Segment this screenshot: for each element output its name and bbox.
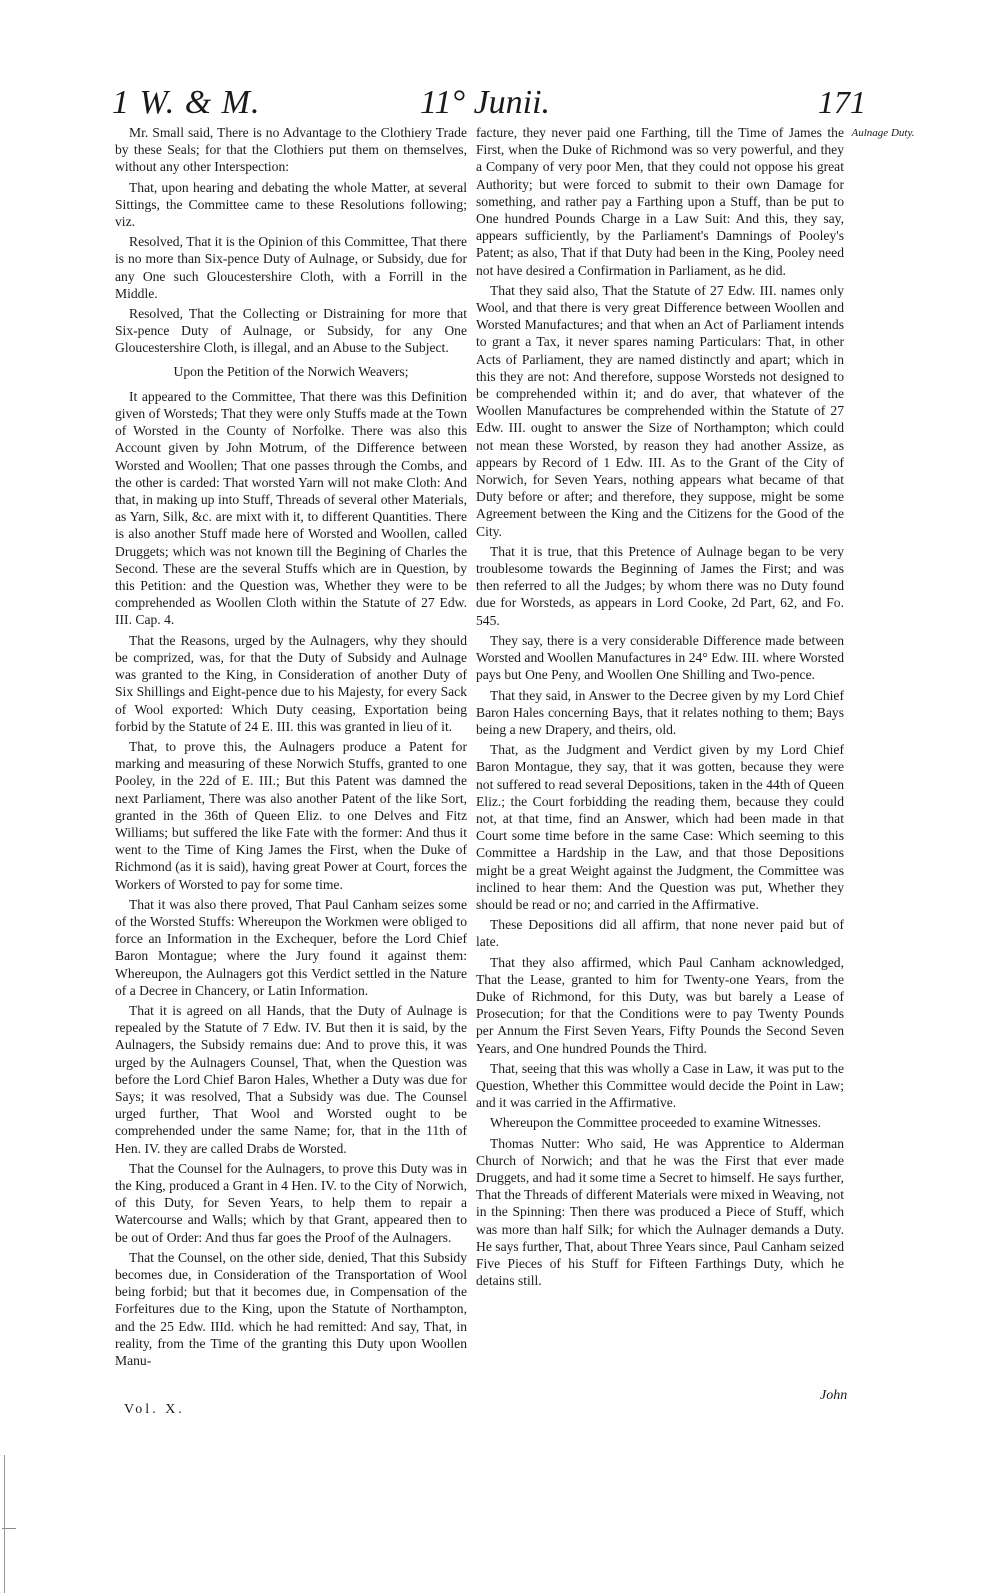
paragraph: That they also affirmed, which Paul Canham acknowledged, That the Lease, granted to him for Twenty-one Years, from the Duke of Richmond, for this Duty, was but barely a Lease of Prosecution; for that the Conditions were to pay Twenty Pounds per Annum the First Seven Years, Fifty Pounds the Second Seven Years, and One hundred Pounds the Third. (476, 954, 844, 1056)
paragraph: That the Counsel for the Aulnagers, to prove this Duty was in the King, produced a Grant in 4 Hen. IV. to the City of Norwich, of this Duty, for Seven Years, to help them to repair a Watercourse and Walls; which by that Grant, appeared then to be out of Order: And thus far goes the Proof of the Aulnagers. (115, 1160, 467, 1245)
paragraph: facture, they never paid one Farthing, till the Time of James the First, when the Duke of Richmond was so very powerful, and they a Company of very poor Men, that they could not oppose his great Authority; but were forced to submit to their own Damage for something, and rather pay a Farthing upon a Stuff, than be put to One hundred Pounds Charge in a Law Suit: And this, they say, appears sufficiently, by the Parliament's Damnings of Pooley's Patent; as also, That if that Duty had been in the King, Pooley need not have desired a Confirmation in Parliament, as he did. (476, 125, 844, 278)
paragraph: Resolved, That it is the Opinion of this Committee, That there is no more than Six-pence Duty of Aulnage, or Subsidy, due for any One such Gloucestershire Cloth, with a Forrill in the Middle. (115, 234, 467, 301)
right-column (476, 124, 844, 1292)
paragraph: Mr. Small said, There is no Advantage to the Clothiery Trade by these Seals; for that the Clothiers put them on themselves, without any other Interspection: (115, 125, 467, 175)
volume-signature: Vol. X. (124, 1402, 185, 1417)
paragraph: That the Counsel, on the other side, denied, That this Subsidy becomes due, in Consideration of the Transportation of Wool being forbid; but that it becomes due, in Compensation of the Forfeitures due to the King, upon the Statute of Northampton, and the 25 Edw. IIId. which he had remitted: And say, That, in reality, from the Time of the granting this Duty upon Woollen Manu- (115, 1249, 467, 1369)
session-date: 11° Junii. (420, 84, 551, 121)
regnal-year: 1 W. & M. (112, 84, 261, 121)
paragraph: That it was also there proved, That Paul Canham seizes some of the Worsted Stuffs: Whereupon the Workmen were obliged to force an Information in the Exchequer, before the Lord Chief Baron Montague; where the Jury found it against them: Whereupon, the Aulnagers got this Verdict settled in the Nature of a Decree in Chancery, or Latin Information. (115, 896, 467, 998)
paragraph: Resolved, That the Collecting or Distraining for more that Six-pence Duty of Aulnage, or Subsidy, for any One Gloucestershire Cloth, is illegal, and an Abuse to the Subject. (115, 306, 467, 356)
paragraph: That, seeing that this was wholly a Case in Law, it was put to the Question, Whether this Committee would decide the Point in Law; and it was carried in the Affirmative. (476, 1060, 844, 1111)
paragraph: Thomas Nutter: Who said, He was Apprentice to Alderman Church of Norwich; and that he was the First that ever made Druggets, and had it some time a Secret to himself. He says further, That the Threads of different Materials were mixed in Weaving, not in the Spinning: Then there was produced a Piece of Stuff, which was more than half Silk; for which the Aulnager demands a Duty. He says further, That, about Three Years since, Paul Canham seized Five Pieces of his Stuff for Fifteen Farthings Duty, which he detains still. (476, 1135, 844, 1289)
section-heading: Upon the Petition of the Norwich Weavers; (173, 363, 409, 379)
paragraph: That it is agreed on all Hands, that the Duty of Aulnage is repealed by the Statute of 7 Edw. IV. But then it is said, by the Aulnagers, the Subsidy remains due: And to prove this, it was urged by the Aulnagers Counsel, That, when the Question was before the Lord Chief Baron Hales, Whether a Duty was due for Says; it was resolved, That a Subsidy was due. The Counsel urged further, That Wool and Worsted ought to be comprehended under the same Name; for, that in the 11th of Hen. IV. they are called Drabs de Worsted. (115, 1002, 467, 1156)
page-number: 171 (818, 84, 866, 120)
paragraph: That, as the Judgment and Verdict given by my Lord Chief Baron Montague, they say, that it was gotten, because they were not suffered to read several Depositions, taken in the 44th of Queen Eliz.; the Court forbidding the reading them, because they could not, at that time, find an Answer, which had been made in that Court some time before in the same Case: Which seeming to this Committee a Hardship in the Law, and that those Depositions might be a great Weight against the Judgment, the Committee was inclined to hear them: And the Question was put, Whether they should be read or no; and carried in the Affirmative. (476, 742, 844, 912)
paragraph: That they said also, That the Statute of 27 Edw. III. names only Wool, and that there is very great Difference between Woollen and Worsted Manufactures; and that when an Act of Parliament intends to grant a Tax, it never spares naming Particulars: That, in other Acts of Parliament, they are named distinctly and apart; which in this they are not: And therefore, suppose Worsteds not designed to be comprehended within it; and do aver, that whatever of the Woollen Manufactures be comprehended within the Statute of 27 Edw. III. ought to answer the Size of Northampton; which could not mean these Worsted, by reason they had another Assize, as appears by Record of 1 Edw. III. As to the Grant of the City of Norwich, for Seven Years, nothing appears what became of that Duty before or after; and therefore, they suppose, might be some Agreement between the King and the Citizens for the Good of the City. (476, 282, 844, 539)
page-header (0, 84, 992, 128)
paragraph: That they said, in Answer to the Decree given by my Lord Chief Baron Hales concerning Bays, that it relates nothing to them; Bays being a new Drapery, and theirs, old. (476, 687, 844, 737)
paragraph: That it is true, that this Pretence of Aulnage began to be very troublesome towards the Beginning of James the First; and was then referred to all the Judges; by whom there was no Duty found due for Worsteds, as appears in Lord Cooke, 2d Part, 62, and Fo. 545. (476, 543, 844, 628)
page-edge-mark (2, 1528, 16, 1529)
paragraph: It appeared to the Committee, That there was this Definition given of Worsteds; That they were only Stuffs made at the Town of Worsted in the County of Norfolke. There was also this Account given by John Motrum, of the Difference between Worsted and Woollen; That one passes through the Combs, and the other is carded: That worsted Yarn will not make Cloth: And that, in making up into Stuff, Threads of several other Materials, as Yarn, Silk, &c. are mixt with it, to different Quantities. There is also another Stuff made here of Worsted and Woollen, called Druggets; which was not known till the Begining of Charles the Second. These are the several Stuffs which are in Question, by this Petition: and the Question was, Whether they were to be comprehended as Woollen Cloth within the Statute of 27 Edw. III. Cap. 4. (115, 388, 467, 628)
paragraph: Whereupon the Committee proceeded to examine Witnesses. (490, 1115, 822, 1131)
paragraph: That, to prove this, the Aulnagers produce a Patent for marking and measuring of these Norwich Stuffs, granted to one Pooley, in the 22d of E. III.; But this Patent was damned the next Parliament, There was also another Patent of the like Sort, granted in the 36th of Queen Eliz. to one Delves and Fitz Williams; but suffered the like Fate with the former: And thus it went to the Time of King James the First, when the Duke of Richmond (as it is said), having great Power at Court, forces the Workers of Worsted to pay for some time. (115, 738, 467, 892)
margin-note: Aulnage Duty. (851, 127, 915, 139)
left-column (115, 124, 467, 1372)
catchword: John (820, 1388, 848, 1403)
paragraph: They say, there is a very considerable Difference made between Worsted and Woollen Manufactures in 24° Edw. III. where Worsted pays but One Peny, and Woollen One Shilling and Two-pence. (476, 632, 844, 683)
paragraph: That the Reasons, urged by the Aulnagers, why they should be comprized, was, for that the Duty of Subsidy and Aulnage was granted to the King, in Consideration of another Duty of Six Shillings and Eight-pence due to his Majesty, for every Sack of Wool exported: Which Duty ceasing, Exportation being forbid by the Statute of 24 E. III. this was granted in lieu of it. (115, 632, 467, 734)
page-edge-line (4, 1455, 5, 1593)
paragraph: That, upon hearing and debating the whole Matter, at several Sittings, the Committee came to these Resolutions following; viz. (115, 179, 467, 230)
paragraph: These Depositions did all affirm, that none never paid but of late. (476, 917, 844, 950)
